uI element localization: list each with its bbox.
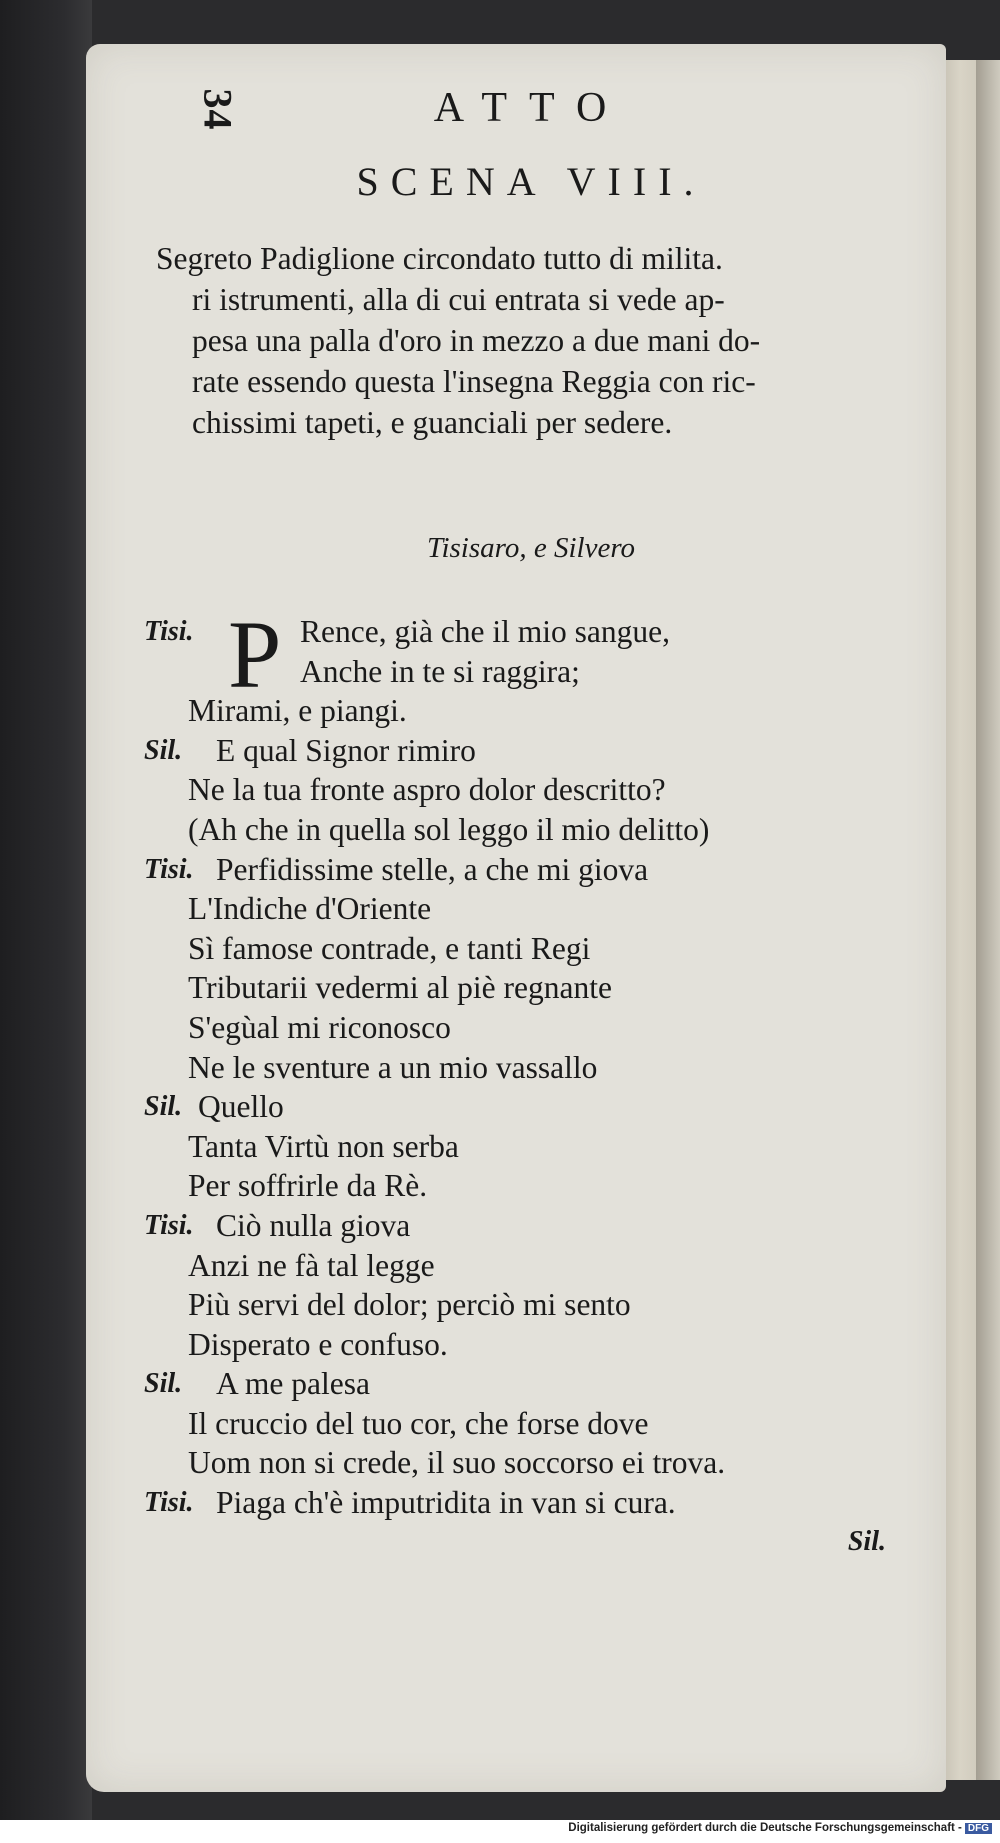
speaker-label: Tisi. — [144, 1209, 194, 1241]
dialogue-line — [144, 1087, 934, 1127]
stage-direction-line: chissimi tapeti, e guanciali per sedere. — [192, 405, 673, 440]
verse-text: Ne le sventure a un mio vassallo — [188, 1049, 598, 1085]
verse-text: Anche in te si raggira; — [300, 653, 580, 689]
verse-text: Uom non si crede, il suo soccorso ei trova. — [188, 1445, 726, 1481]
dialogue-line — [144, 810, 934, 850]
dialogue-line — [144, 850, 934, 890]
stage-direction-line: Segreto Padiglione circondato tutto di milita. — [156, 241, 723, 276]
verse-text: Mirami, e piangi. — [188, 693, 407, 729]
footer-bar — [0, 1820, 1000, 1843]
dialogue-line — [144, 1048, 934, 1088]
scene-characters: Tisisaro, e Silvero — [426, 532, 636, 564]
digitization-credit — [568, 1822, 992, 1834]
verse-text: Sì famose contrade, e tanti Regi — [188, 930, 591, 966]
speaker-label: Sil. — [144, 734, 183, 766]
dialogue-line — [144, 929, 934, 969]
verse-text: (Ah che in quella sol leggo il mio delitto) — [188, 811, 710, 847]
dialogue-line — [144, 770, 934, 810]
verse-text: Perfidissime stelle, a che mi giova — [216, 851, 649, 887]
verse-text: Piaga ch'è imputridita in van si cura. — [216, 1485, 676, 1521]
stage-direction-line: rate essendo questa l'insegna Reggia con ric- — [192, 364, 756, 399]
verse-text: Ciò nulla giova — [216, 1207, 411, 1243]
dialogue-line — [144, 1483, 934, 1523]
verse-text: Anzi ne fà tal legge — [188, 1247, 435, 1283]
stage-direction — [156, 238, 896, 443]
dialogue-line — [144, 731, 934, 771]
dialogue-line — [144, 1166, 934, 1206]
dfg-logo: DFG — [965, 1823, 992, 1834]
dialogue-line — [144, 968, 934, 1008]
page-edge-strip — [976, 60, 1000, 1780]
dialogue-line — [144, 1364, 934, 1404]
dialogue-line — [144, 652, 934, 692]
speaker-label: Sil. — [144, 1368, 183, 1400]
verse-text: Tanta Virtù non serba — [188, 1128, 459, 1164]
scene-title: SCENA VIII. — [356, 159, 706, 204]
verse-text: A me palesa — [216, 1366, 370, 1402]
dialogue-line — [144, 889, 934, 929]
page-number: 34 — [195, 88, 241, 131]
verse-text: Disperato e confuso. — [188, 1326, 448, 1362]
verse-text: Tributarii vedermi al piè regnante — [188, 970, 612, 1006]
credit-text: Digitalisierung gefördert durch die Deutsche Forschungsgemeinschaft - — [568, 1822, 962, 1834]
stage-direction-line: ri istrumenti, alla di cui entrata si vede ap- — [192, 282, 725, 317]
verse-text: Per soffrirle da Rè. — [188, 1168, 428, 1204]
verse-text: E qual Signor rimiro — [216, 732, 476, 768]
dialogue-line — [144, 1008, 934, 1048]
speaker-label: Tisi. — [144, 616, 194, 647]
dialogue-line — [144, 1443, 934, 1483]
running-head: ATTO — [433, 85, 629, 131]
verse-text: Ne la tua fronte aspro dolor descritto? — [188, 772, 666, 808]
speaker-label: Tisi. — [144, 1487, 194, 1519]
verse-text: S'egùal mi riconosco — [188, 1009, 451, 1045]
speaker-label: Sil. — [144, 1091, 183, 1123]
dialogue-line — [144, 1325, 934, 1365]
stage-direction-line: pesa una palla d'oro in mezzo a due mani do- — [192, 323, 761, 358]
dialogue-line — [144, 1246, 934, 1286]
dialogue-line — [144, 1404, 934, 1444]
verse-text: Quello — [198, 1089, 284, 1125]
book-binding — [0, 0, 92, 1843]
dialogue-line — [144, 691, 934, 731]
dialogue — [144, 601, 934, 1523]
dialogue-line — [144, 1206, 934, 1246]
drop-cap: P — [228, 601, 282, 708]
catchword: Sil. — [847, 1526, 886, 1557]
dialogue-line — [144, 1127, 934, 1167]
verse-text: Rence, già che il mio sangue, — [300, 614, 671, 649]
verse-text: Più servi del dolor; perciò mi sento — [188, 1287, 631, 1323]
book-page — [86, 44, 946, 1792]
dialogue-line — [144, 1285, 934, 1325]
verse-text: L'Indiche d'Oriente — [188, 891, 432, 927]
speaker-label: Tisi. — [144, 853, 194, 885]
verse-text: Il cruccio del tuo cor, che forse dove — [188, 1405, 649, 1441]
